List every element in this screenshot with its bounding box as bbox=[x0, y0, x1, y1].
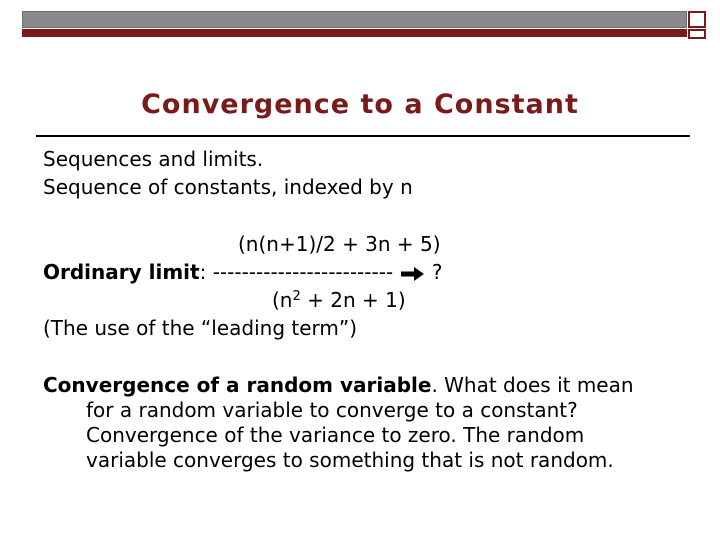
right-arrow-icon bbox=[400, 266, 426, 282]
convergence-line-1 bbox=[43, 373, 634, 397]
header-bar-maroon bbox=[22, 29, 687, 37]
header-bar-gray bbox=[22, 11, 687, 28]
denominator-rest: + 2n + 1) bbox=[300, 288, 406, 312]
fraction-denominator bbox=[272, 288, 406, 312]
fraction-numerator: (n(n+1)/2 + 3n + 5) bbox=[238, 232, 441, 256]
slide-title: Convergence to a Constant bbox=[141, 89, 579, 120]
text-leading-term: (The use of the “leading term”) bbox=[43, 316, 358, 340]
fraction-bar: ------------------------- bbox=[212, 260, 394, 284]
header-square-top bbox=[688, 11, 706, 28]
convergence-line-2: for a random variable to converge to a constant? bbox=[86, 398, 578, 422]
header-square-bottom bbox=[688, 29, 706, 39]
denominator-base: (n bbox=[272, 288, 293, 312]
convergence-line-4: variable converges to something that is not random. bbox=[86, 448, 614, 472]
title-divider bbox=[36, 135, 690, 137]
convergence-question: . What does it mean bbox=[431, 373, 634, 397]
ordinary-limit-label: Ordinary limit bbox=[43, 260, 200, 284]
convergence-heading: Convergence of a random variable bbox=[43, 373, 432, 397]
text-sequences-and-limits: Sequences and limits. bbox=[43, 147, 264, 171]
text-sequence-of-constants: Sequence of constants, indexed by n bbox=[43, 175, 413, 199]
ordinary-limit-line bbox=[43, 260, 442, 284]
denominator-exponent: 2 bbox=[292, 289, 301, 304]
limit-question: ? bbox=[431, 260, 443, 284]
colon: : bbox=[199, 260, 207, 284]
convergence-line-3: Convergence of the variance to zero. The random bbox=[86, 423, 585, 447]
